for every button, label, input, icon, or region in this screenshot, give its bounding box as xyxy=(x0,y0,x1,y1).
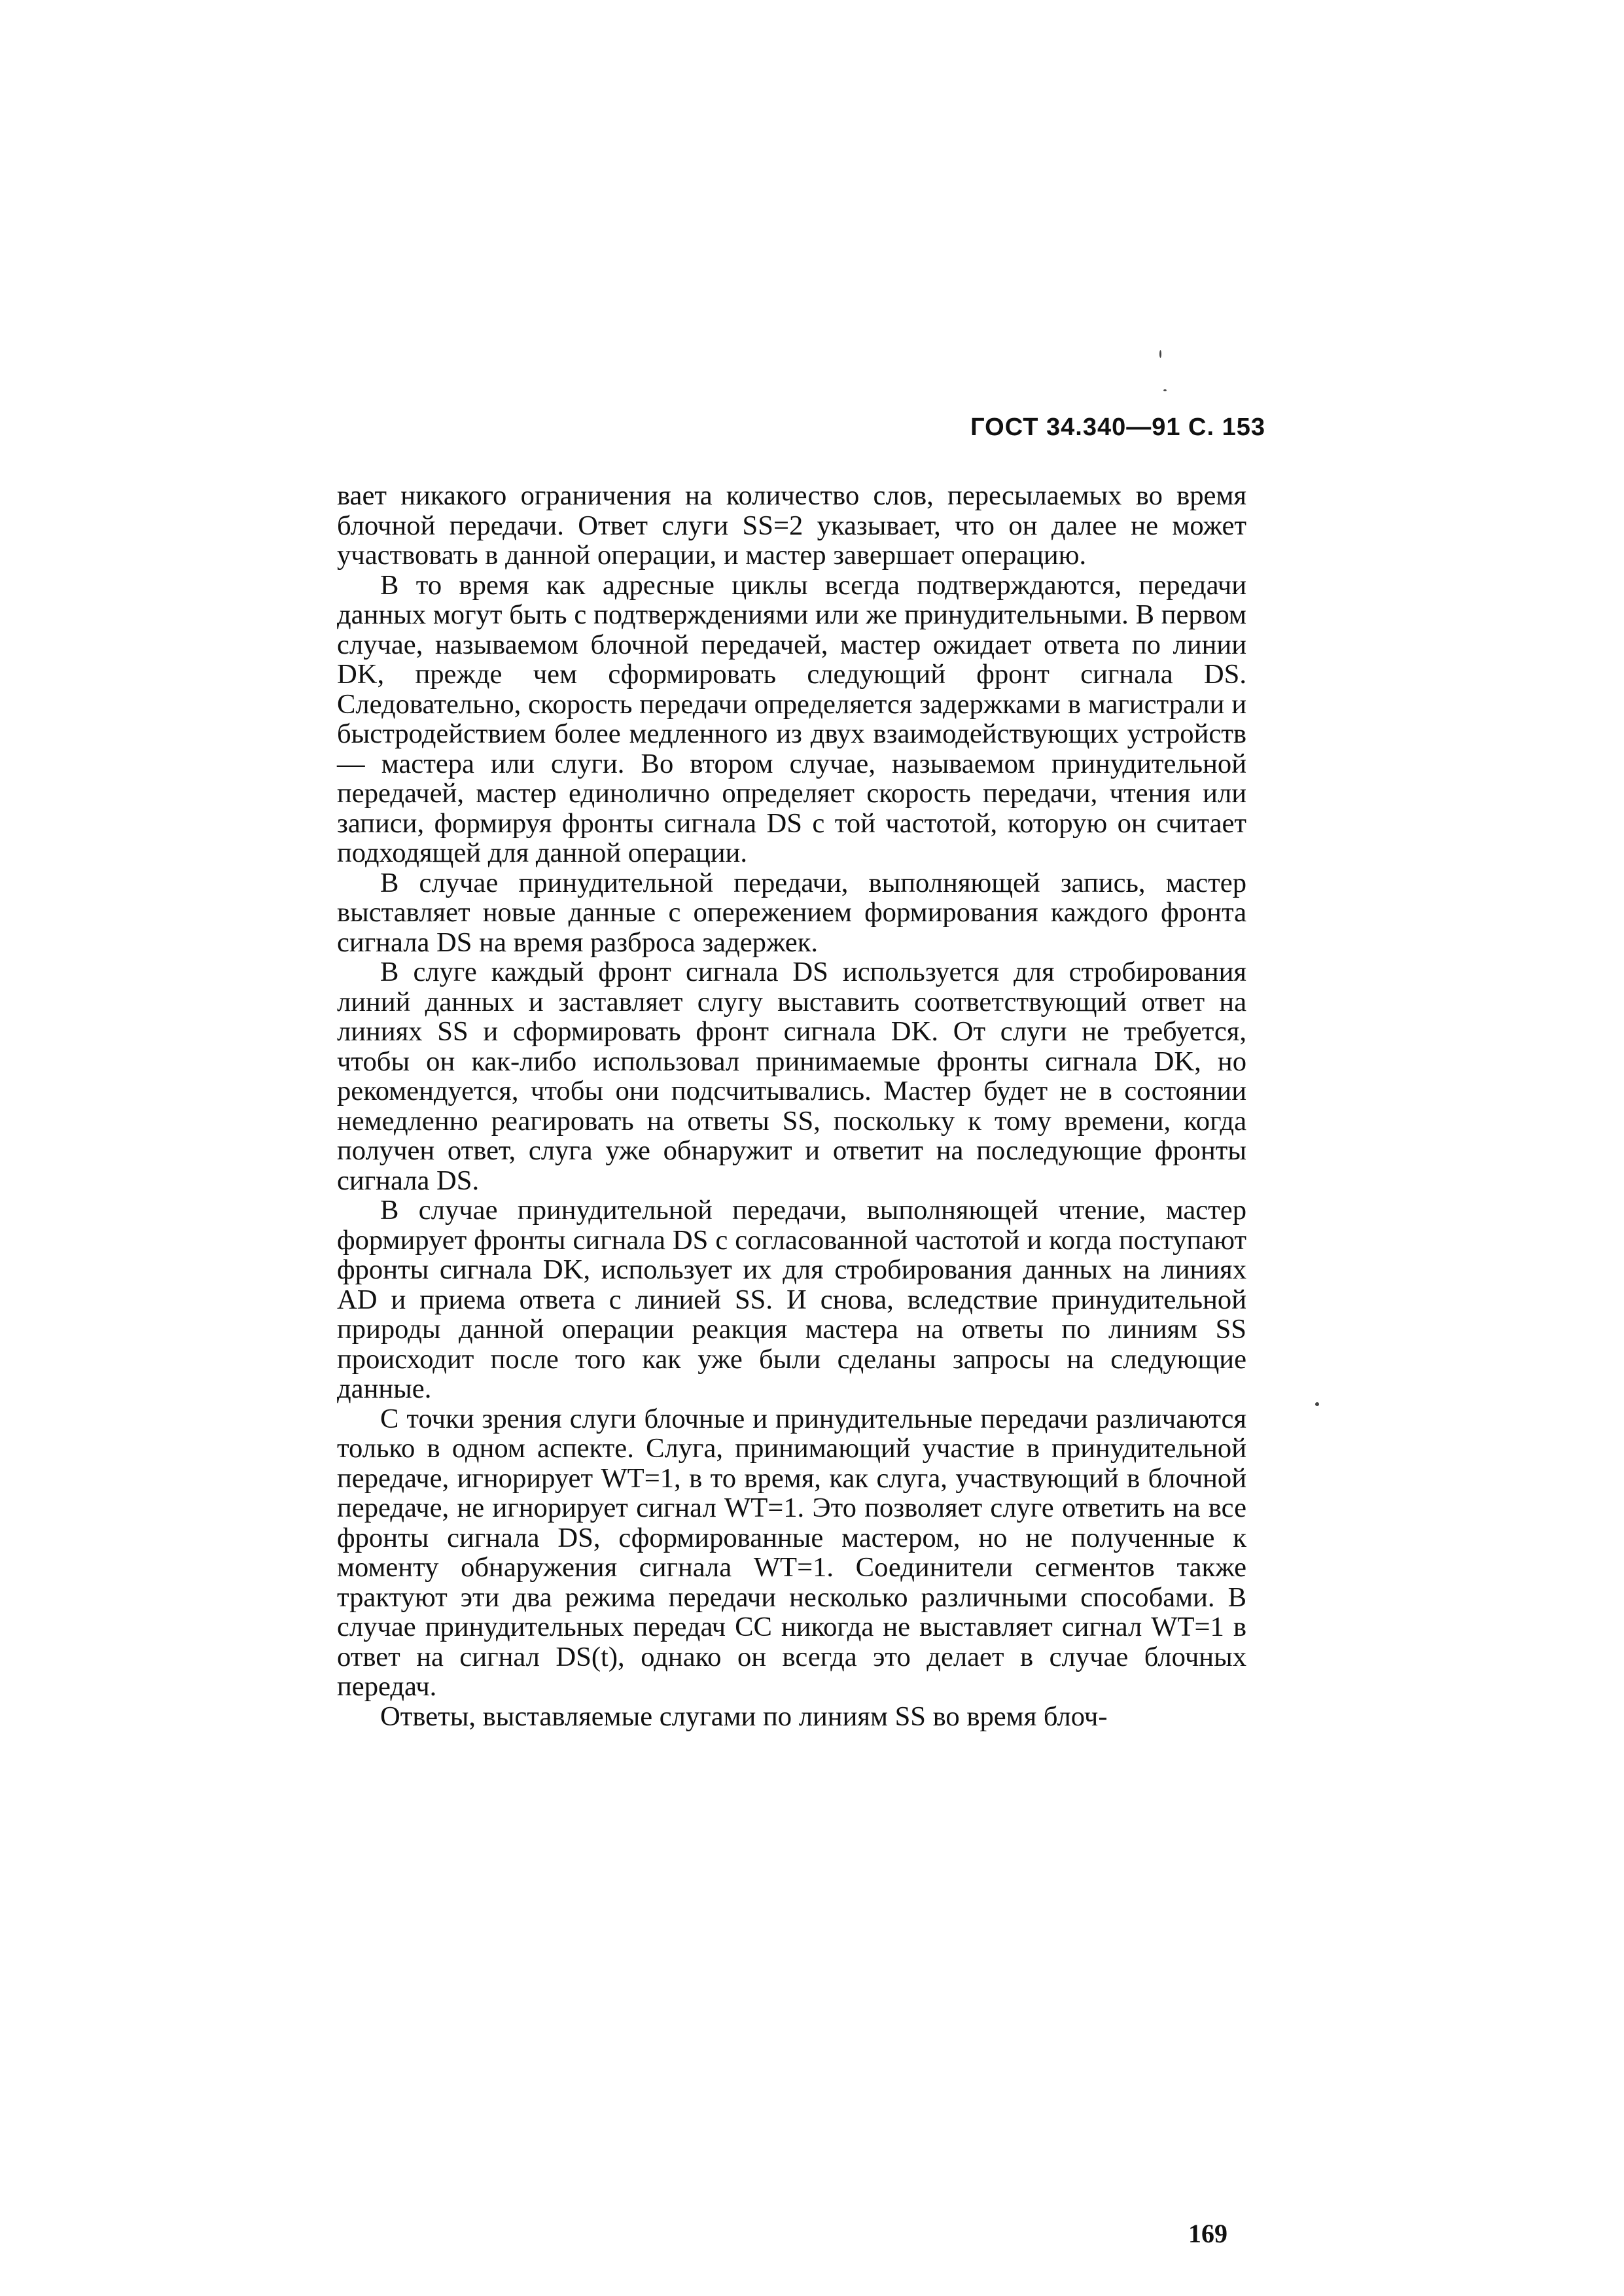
page-number: 169 xyxy=(1188,2219,1227,2248)
scan-speck xyxy=(1163,389,1167,391)
scan-speck xyxy=(1159,350,1161,358)
paragraph-2: В то время как адресные циклы всегда подтверждаются, передачи данных могут быть с подтверждениями или же принудительными. В первом случае, называемом блочной передачей, мастер ожидает ответа по линии DK, прежде чем сформировать следующий фронт сигнала DS. Следовательно, скорость передачи определяется задержками в магистрали и быстродействием более медленного из двух взаимодействующих устройств — мастера или слуги. Во втором случае, называемом принудительной передачей, мастер единолично определяет скорость передачи, чтения или записи, формируя фронты сигнала DS с той частотой, которую он считает подходящей для данной операции. xyxy=(337,569,1246,868)
paragraph-5: В случае принудительной передачи, выполняющей чтение, мастер формирует фронты сигнала DS с согласованной частотой и когда поступают фронты сигнала DK, использует их для стробирования данных на линиях AD и приема ответа с линией SS. И снова, вследствие принудительной природы данной операции реакция мастера на ответы по линиям SS происходит после того как уже были сделаны запросы на следующие данные. xyxy=(337,1195,1246,1404)
running-header: ГОСТ 34.340—91 С. 153 xyxy=(970,414,1265,441)
body-text xyxy=(337,481,1246,1731)
paragraph-7: Ответы, выставляемые слугами по линиям SS во время блоч- xyxy=(380,1701,1108,1732)
paragraph-1: вает никакого ограничения на количество слов, пересылаемых во время блочной передачи. Ответ слуги SS=2 указывает, что он далее не может участвовать в данной операции, и мастер завершает операцию. xyxy=(337,480,1246,571)
paragraph-4: В слуге каждый фронт сигнала DS используется для стробирования линий данных и заставляет слугу выставить соответствующий ответ на линиях SS и сформировать фронт сигнала DK. От слуги не требуется, чтобы он как-либо использовал принимаемые фронты сигнала DK, но рекомендуется, чтобы они подсчитывались. Мастер будет не в состоянии немедленно реагировать на ответы SS, поскольку к тому времени, когда получен ответ, слуга уже обнаружит и ответит на последующие фронты сигнала DS. xyxy=(337,957,1246,1196)
scan-speck xyxy=(1315,1402,1319,1406)
paragraph-6: С точки зрения слуги блочные и принудительные передачи различаются только в одном аспекте. Слуга, принимающий участие в принудительной передаче, игнорирует WT=1, в то время, как слуга, участвующий в блочной передаче, не игнорирует сигнал WT=1. Это позволяет слуге ответить на все фронты сигнала DS, сформированные мастером, но не полученные к моменту обнаружения сигнала WT=1. Соединители сегментов также трактуют эти два режима передачи несколько различными способами. В случае принудительных передач CC никогда не выставляет сигнал WT=1 в ответ на сигнал DS(t), однако он всегда это делает в случае блочных передач. xyxy=(337,1403,1246,1702)
paragraph-3: В случае принудительной передачи, выполняющей запись, мастер выставляет новые данные с опережением формирования каждого фронта сигнала DS на время разброса задержек. xyxy=(337,867,1246,958)
